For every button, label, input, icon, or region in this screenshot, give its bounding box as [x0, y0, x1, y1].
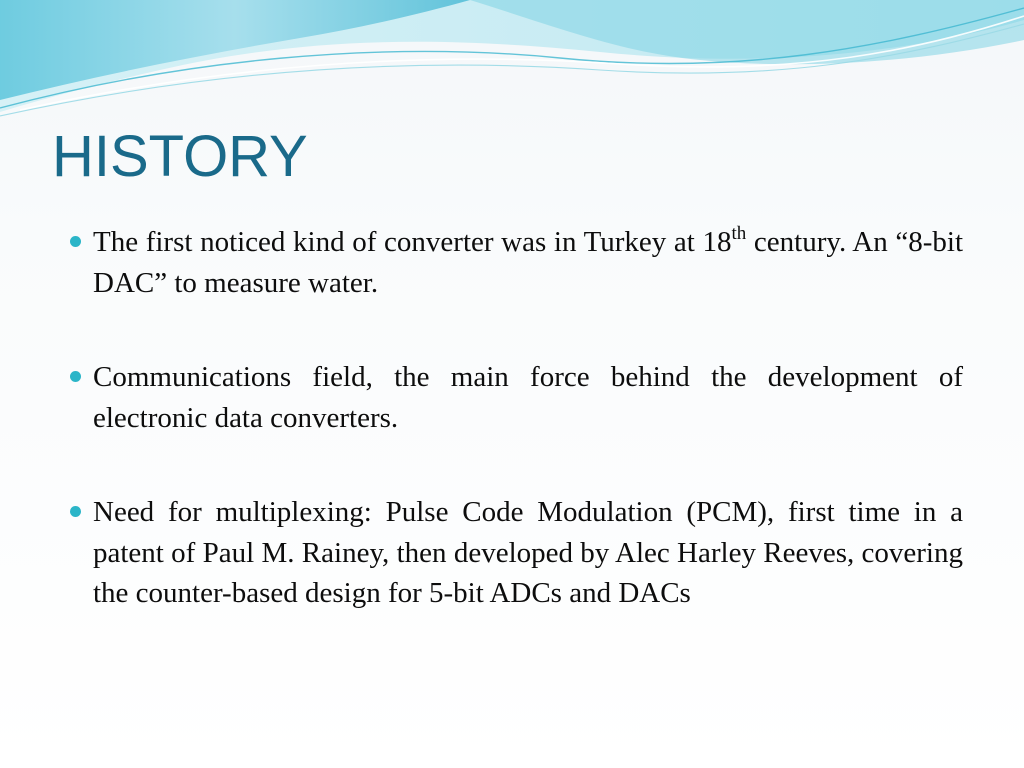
bullet-marker-icon [70, 371, 81, 382]
bullet-text: The first noticed kind of converter was in Turkey at 18 [93, 226, 732, 258]
bullet-text: Need for multiplexing: Pulse Code Modulation (PCM), first time in a patent of Paul M. Rainey, then developed by Alec Harley Reeves, covering the counter-based design for 5-bit ADCs and DACs [93, 496, 963, 609]
bullet-item [70, 357, 963, 438]
bullet-marker-icon [70, 236, 81, 247]
slide-title: HISTORY [52, 124, 308, 189]
header-wave-decoration [0, 0, 1024, 130]
bullet-superscript: th [731, 223, 747, 244]
bullet-item [70, 222, 963, 303]
bullet-text-continued: century. An “8-bit DAC” to measure water. [93, 226, 963, 299]
bullet-item [70, 492, 963, 614]
bullet-list [70, 222, 963, 614]
bullet-marker-icon [70, 506, 81, 517]
bullet-text: Communications field, the main force behind the development of electronic data converters. [93, 361, 963, 434]
